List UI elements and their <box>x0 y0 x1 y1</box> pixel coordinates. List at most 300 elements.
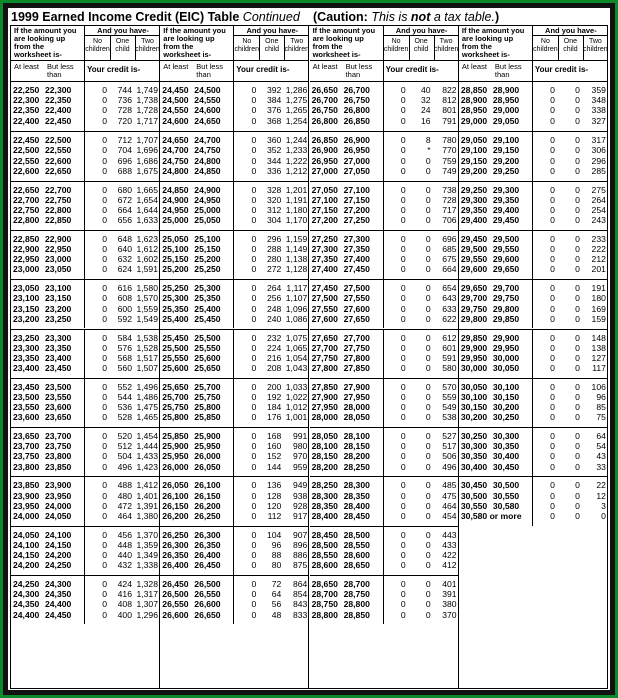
at-least-cell: 28,300 <box>311 490 338 501</box>
no-children-credit-cell: 0 <box>400 529 406 540</box>
but-less-than-cell: 27,450 <box>343 264 370 275</box>
no-children-credit-cell: 0 <box>400 560 406 571</box>
at-least-cell: 22,300 <box>13 95 40 106</box>
two-children-credit-cell: 1,612 <box>136 244 158 255</box>
table-row <box>11 491 159 501</box>
no-children-credit-cell: 0 <box>400 85 406 95</box>
but-less-than-cell: 24,950 <box>194 194 221 205</box>
one-child-credit-cell: 0 <box>575 303 580 314</box>
one-child-credit-cell: 0 <box>425 254 431 265</box>
but-less-than-cell: 25,450 <box>194 313 221 324</box>
no-children-credit-cell: 0 <box>550 510 555 521</box>
table-row <box>310 264 458 274</box>
one-child-credit-cell: 0 <box>575 342 580 353</box>
no-children-credit-cell: 0 <box>102 313 107 324</box>
table-row <box>310 579 458 589</box>
at-least-cell: 26,600 <box>162 609 189 620</box>
two-children-credit-cell: 1,212 <box>285 165 308 176</box>
table-row <box>11 480 159 490</box>
table-row <box>11 135 159 145</box>
one-child-credit-cell: 440 <box>117 550 132 561</box>
row-group <box>160 230 308 279</box>
two-children-credit-cell: 159 <box>591 313 606 324</box>
no-children-credit-cell: 0 <box>251 342 257 353</box>
but-less-than-cell: 27,250 <box>343 215 370 226</box>
one-child-credit-cell: 72 <box>271 579 282 589</box>
table-row <box>11 145 159 155</box>
but-less-than-cell: 30,250 <box>492 412 520 423</box>
no-children-credit-cell: 0 <box>251 609 257 620</box>
but-less-than-cell: 29,750 <box>492 293 520 304</box>
two-children-label: Two children <box>433 38 459 53</box>
one-child-credit-cell: 680 <box>117 184 132 195</box>
table-row <box>310 501 458 511</box>
table-row <box>11 314 159 324</box>
no-children-credit-cell: 0 <box>102 283 107 294</box>
one-child-credit-cell: 0 <box>575 451 580 462</box>
no-children-credit-cell: 0 <box>102 461 107 472</box>
at-least-cell: 27,450 <box>311 283 338 294</box>
table-row <box>459 215 608 225</box>
one-child-credit-cell: 432 <box>117 560 132 571</box>
no-children-credit-cell: 0 <box>102 135 107 146</box>
no-children-credit-cell: 0 <box>400 490 406 501</box>
two-children-credit-cell: 843 <box>292 599 308 610</box>
two-children-credit-cell: 1,107 <box>285 293 308 304</box>
two-children-credit-cell: 148 <box>591 332 606 343</box>
table-row <box>160 116 308 126</box>
two-children-credit-cell: 938 <box>292 490 308 501</box>
one-child-credit-cell: * <box>427 145 431 156</box>
but-less-than-cell: 23,550 <box>45 391 72 402</box>
table-row <box>160 540 308 550</box>
table-column-2 <box>160 26 309 688</box>
two-children-credit-cell: 327 <box>591 115 606 126</box>
but-less-than-cell: 26,750 <box>343 95 370 106</box>
one-child-label: One child <box>115 38 130 53</box>
at-least-cell: 29,650 <box>460 283 488 294</box>
two-children-credit-cell: 1,149 <box>285 244 308 255</box>
two-children-credit-cell: 1,580 <box>136 283 158 294</box>
but-less-than-cell: 24,200 <box>45 550 72 561</box>
two-children-credit-cell: 1,696 <box>136 145 158 156</box>
two-children-credit-cell: 1,117 <box>286 283 308 294</box>
table-row <box>160 402 308 412</box>
but-less-than-cell: 26,650 <box>194 609 221 620</box>
table-row <box>160 283 308 293</box>
table-row <box>11 550 159 560</box>
table-row <box>160 412 308 422</box>
one-child-credit-cell: 552 <box>117 381 132 392</box>
but-less-than-cell: 25,950 <box>194 441 221 452</box>
at-least-cell: 27,500 <box>311 293 338 304</box>
two-children-credit-cell: 1,686 <box>136 155 158 166</box>
table-row <box>459 283 608 293</box>
but-less-than-cell: 29,550 <box>492 244 520 255</box>
but-less-than-cell: 27,850 <box>343 363 370 374</box>
one-child-credit-cell: 336 <box>266 165 282 176</box>
one-child-credit-cell: 720 <box>117 115 132 126</box>
no-children-credit-cell: 0 <box>550 105 555 116</box>
one-child-credit-cell: 0 <box>575 332 580 343</box>
no-children-credit-cell: 0 <box>251 431 257 442</box>
at-least-cell: 28,800 <box>311 609 338 620</box>
no-children-credit-cell: 0 <box>251 441 257 452</box>
one-child-credit-cell: 472 <box>117 500 132 511</box>
table-row <box>160 462 308 472</box>
no-children-credit-cell: 0 <box>400 609 406 620</box>
table-row <box>459 234 608 244</box>
two-children-credit-cell: 770 <box>442 145 457 156</box>
table-row <box>160 550 308 560</box>
but-less-than-cell: 28,400 <box>343 500 370 511</box>
two-children-credit-cell: 348 <box>591 95 606 106</box>
two-children-credit-cell: 854 <box>292 589 308 600</box>
no-children-credit-cell: 0 <box>251 500 257 511</box>
two-children-credit-cell: 1,633 <box>136 215 158 226</box>
one-child-credit-cell: 240 <box>266 313 282 324</box>
two-children-credit-cell: 1,707 <box>136 135 158 146</box>
but-less-than-cell: 27,400 <box>343 254 370 265</box>
table-row <box>11 560 159 570</box>
table-row <box>11 156 159 166</box>
one-child-credit-cell: 0 <box>425 303 431 314</box>
one-child-credit-cell: 0 <box>575 184 580 195</box>
but-less-than-cell: 23,150 <box>45 293 72 304</box>
row-group <box>11 82 159 131</box>
row-group <box>160 181 308 230</box>
table-row <box>160 105 308 115</box>
row-group <box>459 230 608 279</box>
row-group <box>310 427 458 476</box>
no-children-credit-cell: 0 <box>251 303 257 314</box>
no-children-credit-cell: 0 <box>400 589 406 600</box>
table-row <box>459 480 608 490</box>
two-children-credit-cell: 1,233 <box>285 145 308 156</box>
two-children-credit-cell: 612 <box>442 332 457 343</box>
but-less-than-cell: 24,700 <box>194 135 221 146</box>
one-child-credit-cell: 264 <box>266 283 282 294</box>
one-child-credit-cell: 0 <box>575 412 580 423</box>
no-children-credit-cell: 0 <box>550 215 555 226</box>
and-you-have-label: And you have- <box>545 26 597 35</box>
one-child-credit-cell: 0 <box>575 490 580 501</box>
one-child-credit-cell: 568 <box>117 352 132 363</box>
at-least-cell: 24,600 <box>162 115 189 126</box>
but-less-than-cell: 25,600 <box>194 352 221 363</box>
no-children-credit-cell: 0 <box>400 363 406 374</box>
no-children-credit-cell: 0 <box>102 412 107 423</box>
no-children-credit-cell: 0 <box>400 283 406 294</box>
two-children-credit-cell: 127 <box>591 352 606 363</box>
but-less-than-cell: 28,900 <box>492 85 520 95</box>
table-row <box>11 511 159 521</box>
one-child-credit-cell: 0 <box>425 451 431 462</box>
but-less-than-cell: 24,450 <box>45 609 72 620</box>
no-children-credit-cell: 0 <box>400 510 406 521</box>
at-least-cell: 30,000 <box>460 363 488 374</box>
table-row <box>310 363 458 373</box>
if-amount-label: If the amount you are looking up from the worksheet is- <box>312 26 376 59</box>
but-less-than-cell: 28,850 <box>343 609 370 620</box>
but-less-than-cell: 27,100 <box>343 184 370 195</box>
at-least-cell: 22,600 <box>13 165 40 176</box>
but-less-than-cell: 24,400 <box>45 599 72 610</box>
table-row <box>459 333 608 343</box>
two-children-credit-cell: 538 <box>442 412 457 423</box>
two-children-credit-cell: 864 <box>292 579 308 589</box>
no-children-credit-cell: 0 <box>102 352 107 363</box>
no-children-credit-cell: 0 <box>400 184 406 195</box>
no-children-credit-cell: 0 <box>550 480 555 491</box>
table-row <box>310 95 458 105</box>
table-row <box>310 156 458 166</box>
table-row <box>160 195 308 205</box>
two-children-credit-cell: 1,486 <box>136 391 158 402</box>
no-children-credit-cell: 0 <box>102 560 107 571</box>
but-less-than-cell: 23,100 <box>45 283 72 294</box>
one-child-credit-cell: 0 <box>575 441 580 452</box>
one-child-credit-cell: 744 <box>117 85 132 95</box>
but-less-than-cell: 28,600 <box>343 550 370 561</box>
one-child-credit-cell: 0 <box>575 204 580 215</box>
no-children-credit-cell: 0 <box>400 441 406 452</box>
table-row <box>459 166 608 176</box>
two-children-credit-cell: 980 <box>292 441 308 452</box>
table-row <box>459 205 608 215</box>
row-group <box>459 329 608 378</box>
no-children-label: No children <box>85 38 110 53</box>
two-children-credit-cell: 475 <box>442 490 457 501</box>
two-children-credit-cell: 454 <box>442 510 457 521</box>
table-row <box>459 314 608 324</box>
one-child-credit-cell: 56 <box>271 599 282 610</box>
divider <box>532 61 533 81</box>
your-credit-label: Your credit is- <box>87 65 141 74</box>
at-least-cell: 26,100 <box>162 490 189 501</box>
at-least-cell: 27,100 <box>311 194 338 205</box>
no-children-credit-cell: 0 <box>102 363 107 374</box>
table-row <box>11 382 159 392</box>
two-children-credit-cell: 138 <box>591 342 606 353</box>
but-less-than-cell: 26,550 <box>194 589 221 600</box>
at-least-cell: 24,900 <box>162 194 189 205</box>
table-row <box>11 105 159 115</box>
column-subheader <box>160 61 308 82</box>
at-least-cell: 26,400 <box>162 560 189 571</box>
row-group <box>310 329 458 378</box>
table-row <box>310 116 458 126</box>
at-least-cell: 23,150 <box>13 303 40 314</box>
two-children-credit-cell: 570 <box>442 381 457 392</box>
one-child-credit-cell: 0 <box>575 381 580 392</box>
no-children-credit-cell: 0 <box>550 441 555 452</box>
no-children-credit-cell: 0 <box>400 313 406 324</box>
two-children-credit-cell: 685 <box>442 244 457 255</box>
but-less-than-cell: 27,050 <box>343 165 370 176</box>
at-least-cell: 26,350 <box>162 550 189 561</box>
one-child-credit-cell: 704 <box>117 145 132 156</box>
at-least-cell: 24,650 <box>162 135 189 146</box>
one-child-credit-cell: 0 <box>425 155 431 166</box>
no-children-credit-cell: 0 <box>251 135 257 146</box>
table-row <box>160 353 308 363</box>
column-header <box>459 26 608 61</box>
one-child-credit-cell: 0 <box>425 342 431 353</box>
at-least-cell: 28,050 <box>311 431 338 442</box>
table-row <box>11 451 159 461</box>
table-row <box>11 254 159 264</box>
no-children-credit-cell: 0 <box>251 115 257 126</box>
at-least-cell: 28,850 <box>460 85 488 95</box>
two-children-credit-cell: 222 <box>591 244 606 255</box>
table-row <box>310 402 458 412</box>
no-children-credit-cell: 0 <box>400 145 406 156</box>
but-less-than-cell: 25,200 <box>194 254 221 265</box>
but-less-than-cell: 23,400 <box>45 352 72 363</box>
but-less-than-cell: 28,000 <box>343 402 370 413</box>
two-children-credit-cell: 728 <box>442 194 457 205</box>
but-less-than-cell: 24,050 <box>45 510 72 521</box>
at-least-cell: 24,550 <box>162 105 189 116</box>
no-children-credit-cell: 0 <box>102 500 107 511</box>
at-least-cell: 26,950 <box>311 155 338 166</box>
two-children-label: Two children <box>284 38 310 53</box>
row-group <box>11 329 159 378</box>
at-least-cell: 27,050 <box>311 184 338 195</box>
table-row <box>459 431 608 441</box>
table-row <box>11 234 159 244</box>
at-least-cell: 25,450 <box>162 332 189 343</box>
row-group <box>11 526 159 575</box>
one-child-credit-cell: 0 <box>575 480 580 491</box>
at-least-cell: 28,550 <box>311 550 338 561</box>
row-group <box>310 526 458 575</box>
but-less-than-cell: 28,950 <box>492 95 520 106</box>
at-least-cell: 22,700 <box>13 194 40 205</box>
two-children-credit-cell: 96 <box>596 391 606 402</box>
one-child-credit-cell: 144 <box>266 461 282 472</box>
one-child-credit-cell: 344 <box>266 155 282 166</box>
at-least-cell: 27,150 <box>311 204 338 215</box>
one-child-credit-cell: 0 <box>575 165 580 176</box>
no-children-credit-cell: 0 <box>102 539 107 550</box>
but-less-than-cell: 23,950 <box>45 490 72 501</box>
two-children-credit-cell: 664 <box>442 264 457 275</box>
page-title <box>11 9 607 25</box>
one-child-credit-cell: 408 <box>117 599 132 610</box>
but-less-than-cell: 24,850 <box>194 165 221 176</box>
no-children-credit-cell: 0 <box>102 85 107 95</box>
but-less-than-cell: 27,800 <box>343 352 370 363</box>
table-row <box>11 402 159 412</box>
two-children-credit-cell: 1,454 <box>136 431 158 442</box>
no-children-credit-cell: 0 <box>251 539 257 550</box>
one-child-credit-cell: 216 <box>266 352 282 363</box>
no-children-credit-cell: 0 <box>550 490 555 501</box>
no-children-credit-cell: 0 <box>251 391 257 402</box>
no-children-credit-cell: 0 <box>550 451 555 462</box>
two-children-credit-cell: 780 <box>442 135 457 146</box>
no-children-credit-cell: 0 <box>400 254 406 265</box>
caution-note <box>313 9 499 25</box>
no-children-credit-cell: 0 <box>550 165 555 176</box>
no-children-credit-cell: 0 <box>400 381 406 392</box>
at-least-cell: 26,900 <box>311 145 338 156</box>
one-child-credit-cell: 120 <box>266 500 282 511</box>
no-children-credit-cell: 0 <box>102 510 107 521</box>
but-less-than-cell: 29,800 <box>492 303 520 314</box>
at-least-cell: 28,100 <box>311 441 338 452</box>
but-less-than-cell: 24,300 <box>45 579 72 589</box>
one-child-credit-cell: 0 <box>575 95 580 106</box>
children-headers <box>234 35 309 61</box>
one-child-credit-cell: 112 <box>267 510 282 521</box>
at-least-cell: 28,950 <box>460 105 488 116</box>
at-least-cell: 22,900 <box>13 244 40 255</box>
but-less-than-cell: 26,850 <box>343 115 370 126</box>
two-children-credit-cell: 1,401 <box>136 490 158 501</box>
but-less-than-cell: 23,000 <box>45 254 72 265</box>
two-children-credit-cell: 33 <box>596 461 606 472</box>
one-child-credit-cell: 0 <box>575 145 580 156</box>
but-less-than-cell: 29,200 <box>492 155 520 166</box>
but-less-than-cell: 28,300 <box>343 480 370 491</box>
one-child-credit-cell: 664 <box>117 204 132 215</box>
row-group <box>310 279 458 328</box>
one-child-credit-cell: 224 <box>266 342 282 353</box>
one-child-credit-cell: 512 <box>117 441 132 452</box>
at-least-cell: 30,350 <box>460 451 488 462</box>
table-row <box>310 353 458 363</box>
at-least-cell: 30,400 <box>460 461 488 472</box>
at-least-cell: 30,200 <box>460 412 488 423</box>
if-amount-label: If the amount you are looking up from the worksheet is- <box>461 26 525 59</box>
table-row <box>310 244 458 254</box>
at-least-cell: 22,800 <box>13 215 40 226</box>
at-least-cell: 26,200 <box>162 510 189 521</box>
table-row <box>11 215 159 225</box>
at-least-cell: 23,550 <box>13 402 40 413</box>
but-less-than-cell: 25,650 <box>194 363 221 374</box>
table-row <box>11 304 159 314</box>
no-children-credit-cell: 0 <box>251 95 257 106</box>
table-row <box>310 589 458 599</box>
one-child-credit-cell: 0 <box>575 244 580 255</box>
at-least-cell: 23,950 <box>13 500 40 511</box>
at-least-cell: 25,850 <box>162 431 189 442</box>
table-row <box>310 185 458 195</box>
one-child-credit-cell: 0 <box>425 599 431 610</box>
at-least-cell: 26,850 <box>311 135 338 146</box>
at-least-cell: 26,700 <box>311 95 338 106</box>
but-less-than-cell: 27,350 <box>343 244 370 255</box>
two-children-label: Two children <box>135 38 160 53</box>
two-children-credit-cell: 601 <box>442 342 457 353</box>
but-less-than-cell: 25,850 <box>194 412 221 423</box>
caution-italic-1: This is <box>371 10 411 24</box>
one-child-credit-cell: 0 <box>425 363 431 374</box>
but-less-than-cell: 29,700 <box>492 283 520 294</box>
column-subheader <box>11 61 159 82</box>
title-continued: Continued <box>242 10 300 24</box>
one-child-credit-cell: 528 <box>117 412 132 423</box>
table-row <box>11 579 159 589</box>
two-children-credit-cell: 212 <box>591 254 606 265</box>
children-headers <box>85 35 160 61</box>
table-row <box>11 599 159 609</box>
table-row <box>160 156 308 166</box>
